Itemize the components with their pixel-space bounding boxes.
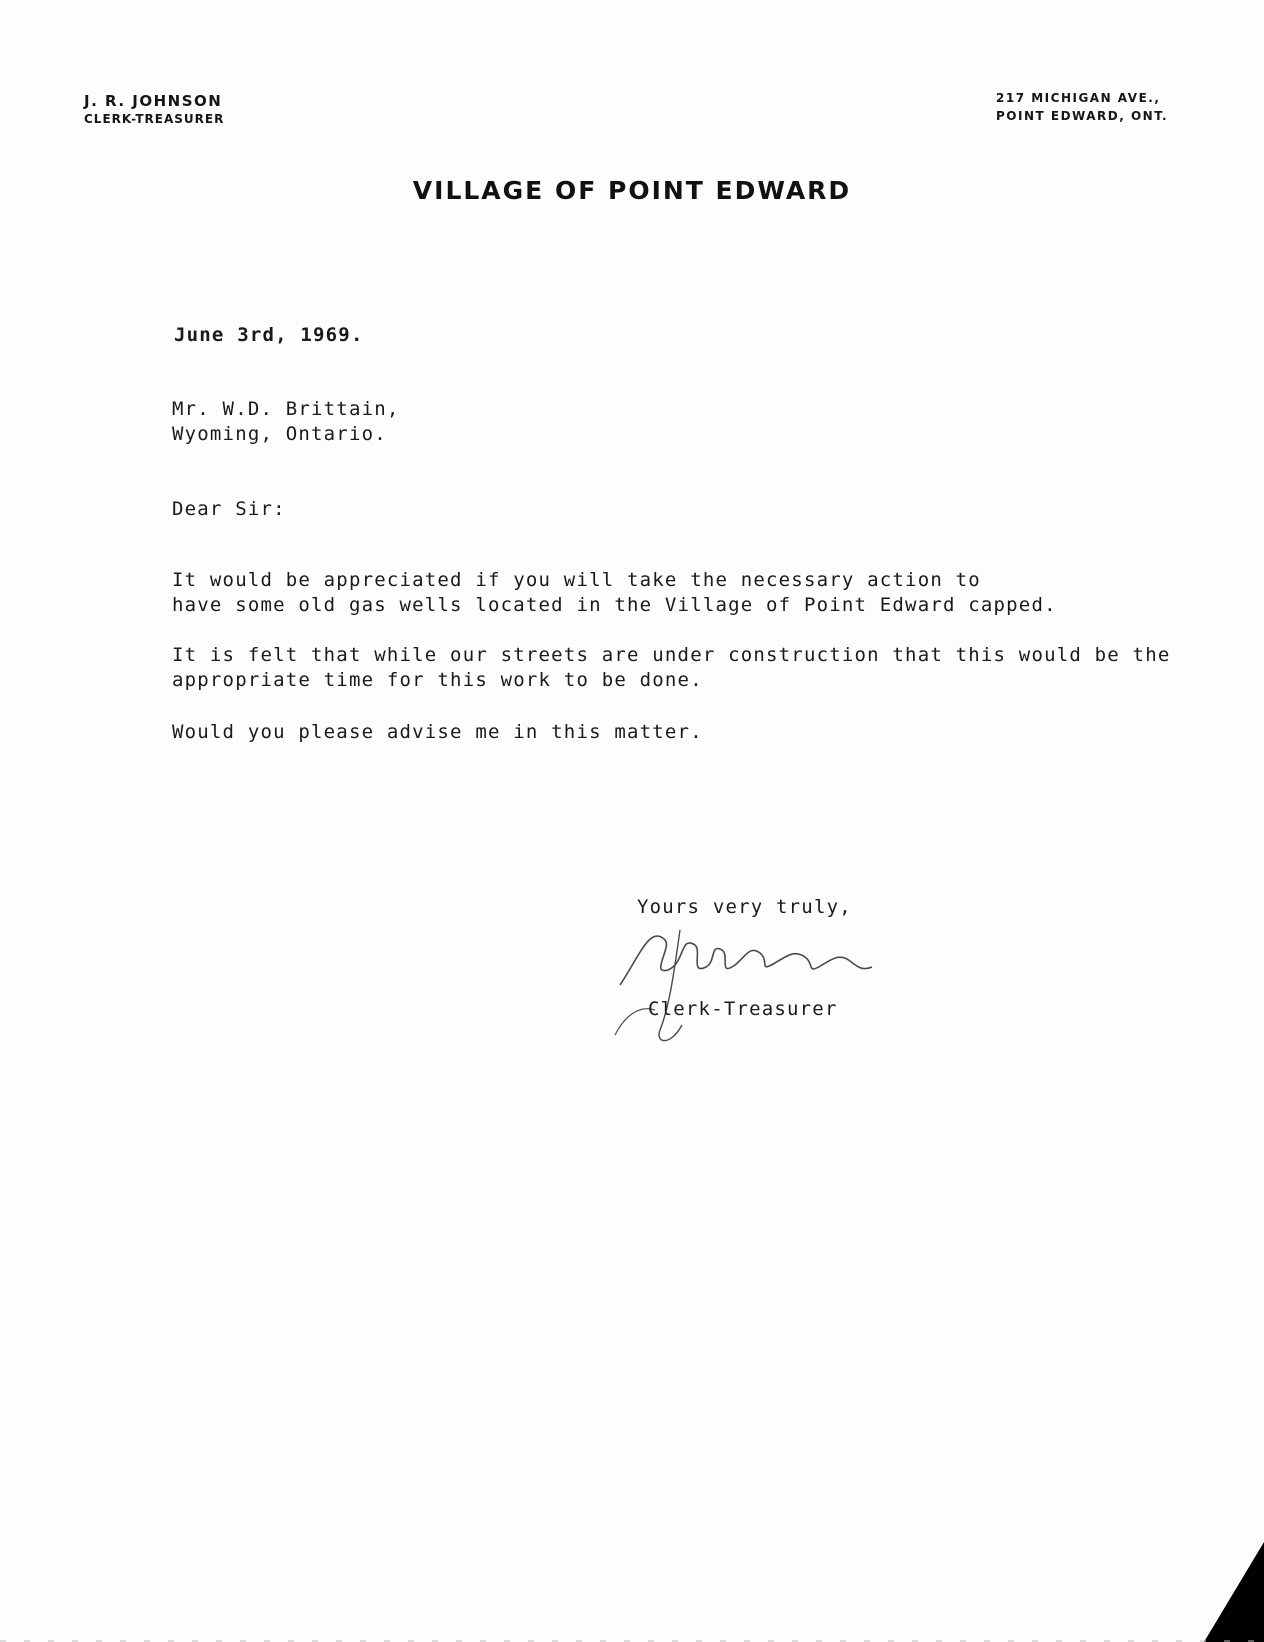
letterhead-title: VILLAGE OF POINT EDWARD: [412, 176, 852, 205]
signature-stroke: [620, 936, 872, 985]
handwritten-signature: [610, 915, 880, 1055]
paragraph-line: It would be appreciated if you will take the necessary action to: [172, 569, 981, 591]
body-paragraph-3: Would you please advise me in this matter.: [172, 721, 703, 743]
complimentary-close: Yours very truly,: [637, 896, 852, 918]
body-paragraph-2: [172, 643, 1170, 693]
address-line-1: 217 MICHIGAN AVE.,: [996, 91, 1161, 105]
sender-name: J. R. JOHNSON: [84, 92, 223, 110]
letterhead-sender: [84, 92, 224, 127]
address-line-2: POINT EDWARD, ONT.: [996, 109, 1169, 123]
recipient-name: Mr. W.D. Brittain,: [172, 398, 400, 420]
sender-role: CLERK-TREASURER: [84, 112, 225, 126]
body-paragraph-1: [172, 568, 1057, 618]
signatory-title: Clerk-Treasurer: [648, 998, 838, 1020]
letterhead-address: [996, 89, 1168, 125]
recipient-location: Wyoming, Ontario.: [172, 423, 387, 445]
paragraph-line: have some old gas wells located in the Village of Point Edward capped.: [172, 594, 1057, 616]
letter-date: June 3rd, 1969.: [174, 324, 364, 346]
recipient-block: [172, 397, 400, 447]
paragraph-line: appropriate time for this work to be done.: [172, 669, 703, 691]
paragraph-line: It is felt that while our streets are under construction that this would be the: [172, 644, 1171, 666]
signature-stroke: [659, 930, 682, 1041]
scan-bottom-edge: [0, 1634, 1264, 1642]
salutation: Dear Sir:: [172, 498, 286, 520]
scan-corner-shadow: [1184, 1532, 1264, 1642]
